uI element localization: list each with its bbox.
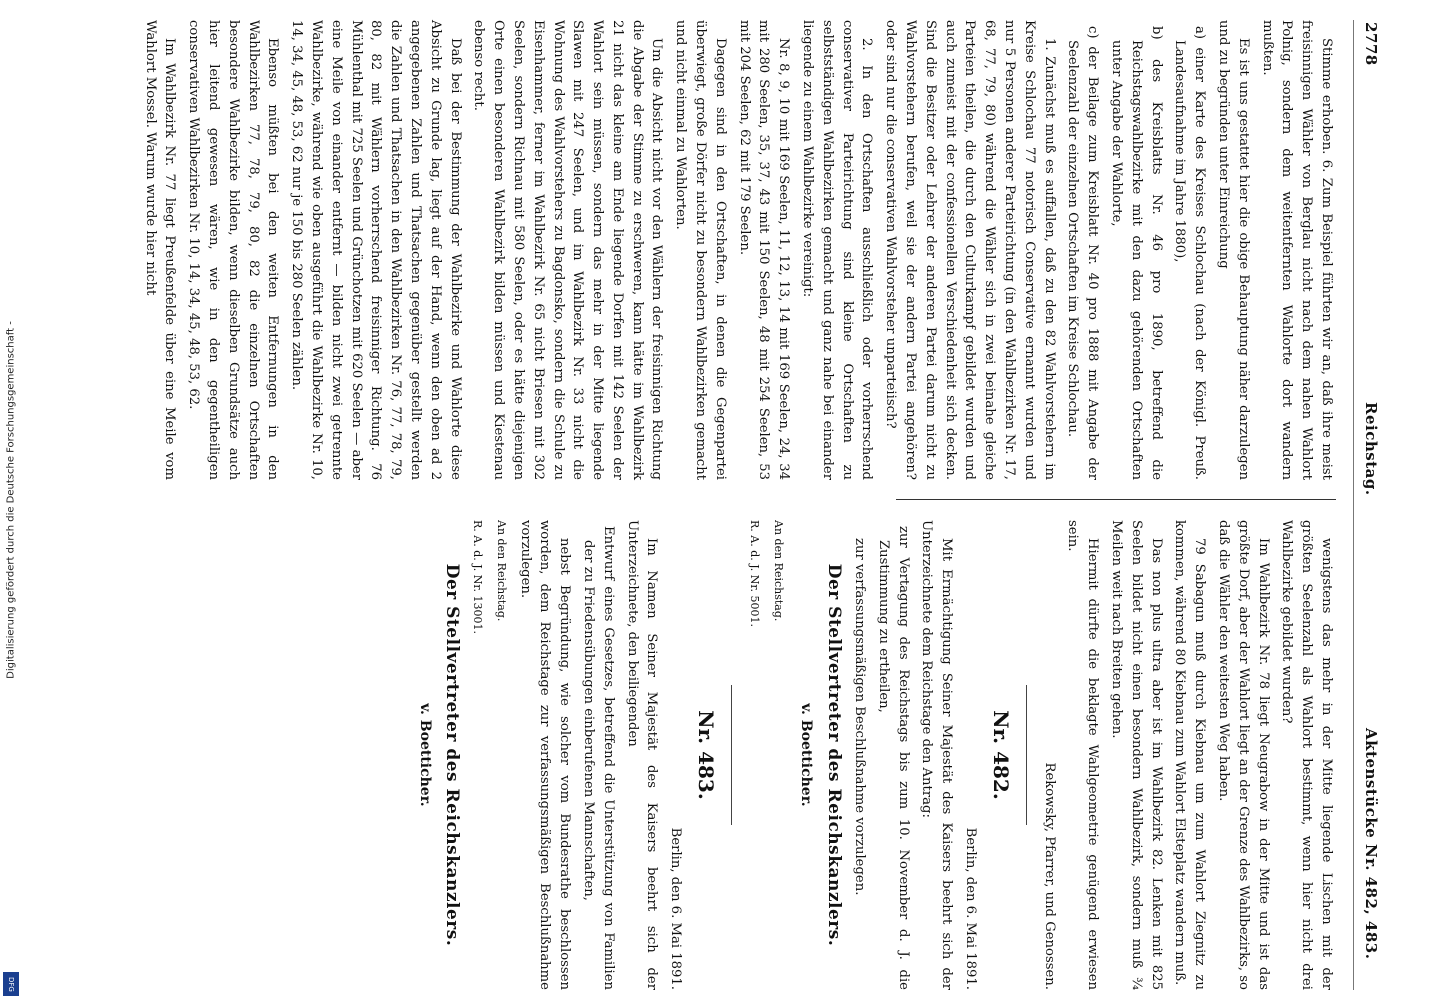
doc-482-date: Berlin, den 6. Mai 1891. [963,827,979,990]
separator [1026,685,1027,825]
paragraph: 79 Sabagun muß durch Kiebnau um zum Wahlort Ziegnitz zu kommen, während 80 Kiebnau zum Wahlort Elsteplatz wandern muß. [1172,520,1208,990]
doc-483-text: Im Namen Seiner Majestät des Kaisers beehrt sich der Unterzeichnete, den beiliegenden [624,520,660,990]
page-title: Reichstag. [1362,402,1380,496]
doc-483-closing: nebst Begründung, wie solcher vom Bundesrathe beschlossen worden, dem Reichstage zur verfassungsmäßigen Beschlußnahme vorzulegen. [517,520,573,990]
list-item: c) der Beilage zum Kreisblatt Nr. 40 pro 1888 mit Angabe der Seelenzahl der einzelnen Ortschaften im Kreise Schlochau. [1065,26,1101,480]
doc-482-text: Mit Ermächtigung Seiner Majestät des Kaisers beehrt sich der Unterzeichnete dem Reichstage den Antrag: [919,520,955,990]
dfg-logo: DFG [3,972,19,996]
list-item: a) einer Karte des Kreises Schlochau (nach der Königl. Preuß. Landesaufnahme im Jahre 1880), [1172,26,1208,480]
doc-482-signature-name: v. Boetticher. [798,703,815,807]
doc-482-number: Nr. 482. [988,710,1013,800]
paragraph: wenigstens das mehr in der Mitte liegende Lischen mit der größten Seelenzahl als Wahlort bestimmt, wenn hier nicht drei Wahlbezirke gebildet wurden? [1279,520,1334,990]
right-column [36,520,1336,990]
doc-482-addressee: An den Reichstag. [771,520,785,622]
doc-482-item: zur Vertagung des Reichstags bis zum 10. November d. J. die Zustimmung zu ertheilen, [875,526,911,990]
list-item: b) des Kreisblatts Nr. 46 pro 1890, betreffend die Reichstagswahlbezirke mit den dazu gehörenden Ortschaften unter Angabe der Wahlorte, [1109,26,1164,480]
paragraph: Hiermit dürfte die beklagte Wahlgeometrie genügend erwiesen sein. [1065,520,1101,990]
paragraph: Im Wahlbezirk Nr. 77 liegt Preußenfelde über eine Meile vom Wahlort Mossel. Warum wurde hier nicht [142,20,178,480]
digitization-credit: Digitalisierung gefördert durch die Deutsche Forschungsgemeinschaft - [5,321,17,679]
document-reference: Aktenstücke Nr. 482, 483. [1362,728,1380,960]
paragraph: 2. In den Ortschaften ausschließlich oder vorherrschend conservativer Parteirichtung sind kleine Ortschaften zu selbstständigen Wahlbezirken gemacht und ganz nahe bei einander liegende zu einem Wahlbezirke vereinigt: [800,20,875,480]
page-number: 2778 [1362,22,1380,66]
paragraph: Dagegen sind in den Ortschaften, in denen die Gegenpartei überwiegt, große Dörfer nicht zu besondern Wahlbezirken gemacht und nicht einmal zu Wahlorten. [673,20,728,480]
doc-483-item: Entwurf eines Gesetzes, betreffend die Unterstützung von Familien der zu Friedensübungen einberufenen Mannschaften, [581,526,616,990]
left-column [36,20,1336,480]
rotated-page [16,0,1406,1000]
doc-483-number: Nr. 483. [694,710,719,800]
paragraph: Das non plus ultra aber ist im Wahlbezirk 82. Lenken mit 825 Seelen bildet nicht einen besondern Wahlbezirk, sondern muß ¾ Meilen weit nach Breiten gehen. [1109,520,1164,990]
column-divider [896,499,1336,500]
signatories: Rekowsky, Pfarrer, und Genossen. [1041,762,1057,990]
paragraph: Um die Absicht nicht vor den Wählern der freisinnigen Richtung die Abgabe der Stimme zu erschweren, kann hätte im Wahlbezirk 21 nicht das kleine am Ende liegende Dorfen mit 142 Seelen der Wahlort sein müssen, sondern das mehr in der Mitte liegende Slawen mit 247 Seelen, und im Wahlbezirk Nr. 33 nicht die Wohnung des Wahlvorstehers zu Bagdonsko, sondern die Schule zu Eisenhammer, ferner im Wahlbezirk Nr. 65 nicht Briesen mit 302 Seelen, sondern Richnau mit 580 Seelen, oder es hätte diejenigen Orte einen besonderen Wahlbezirk bilden müssen und Kiestenau ebenso recht. [471,20,665,480]
doc-483-signature-title: Der Stellvertreter des Reichskanzlers. [442,563,463,947]
doc-483-date: Berlin, den 6. Mai 1891. [668,827,684,990]
doc-483-addressee: An den Reichstag. [494,520,508,622]
paragraph: Ebenso müßten bei den weiten Entfernungen in den Wahlbezirken 77, 78, 79, 80, 82 die einzelnen Ortschaften besondere Wahlbezirke bilden, wenn dieselben Grundsätze auch hier leitend gewesen wären, wie in den gegentheiligen conservativen Wahlbezirken Nr. 10, 14, 34, 45, 48, 53, 62. [186,20,281,480]
doc-482-closing: zur verfassungsmäßigen Beschlußnahme vorzulegen. [852,538,868,896]
paragraph: Es ist uns gestattet hier die obige Behauptung näher darzulegen und zu begründen unter Einreichung [1216,20,1251,480]
doc-483-ref: R. A. d. J. Nr. 13001. [471,520,485,634]
header-rule [1353,20,1354,990]
paragraph: 1. Zunächst muß es auffallen, daß zu den 82 Wahlvorstehern im Kreise Schlochau 77 notorisch Conservative ernannt wurden und nur 5 Personen anderer Parteirichtung (in den Wahlbezirken Nr. 17, 68, 77, 79, 80) während die Wähler sich in zwei beinahe gleiche Parteien theilen, die durch den Culturkampf gebildet wurden und auch zumeist mit der confessionellen Verschiedenheit sich decken. Sind die Besitzer oder Lehrer der anderen Partei darum nicht zu Wahlvorstehern berufen, weil sie der andern Partei angehören? oder sind nur die conservativen Wahlvorsteher unparteiisch? [883,20,1057,480]
doc-483-signature-name: v. Boetticher. [416,703,433,807]
doc-482-signature-title: Der Stellvertreter des Reichskanzlers. [824,563,845,947]
paragraph: Stimme erhoben. 6. Zum Beispiel führten wir an, daß ihre meist freisinnigen Wähler von Berglau nicht nach dem nahen Wahlort Polnig, sondern dem weitentfernten Wahlorte dort wandern mußten. [1259,20,1334,480]
separator [731,685,732,825]
doc-482-ref: R. A. d. J. Nr. 5001. [747,520,761,627]
paragraph: Im Wahlbezirk Nr. 78 liegt Neugrabow in der Mitte und ist das größte Dorf, aber der Wahlort liegt an der Grenze des Wahlbezirks, so daß die Wähler den weitesten Weg haben. [1216,520,1271,990]
paragraph: Nr. 8, 9, 10 mit 169 Seelen, 11, 12, 13, 14 mit 169 Seelen, 24, 34 mit 280 Seelen, 35, 37, 43 mit 150 Seelen, 48 mit 254 Seelen, 53 mit 204 Seelen, 62 mit 179 Seelen. [736,20,792,480]
paragraph: Daß bei der Bestimmung der Wahlbezirke und Wahlorte diese Absicht zu Grunde lag, liegt auf der Hand, wenn den oben ad 2 angegebenen Zahlen und Thatsachen gegenüber gestellt werden die Zahlen und Thatsachen in den Wahlbezirken Nr. 76, 77, 78, 79, 80, 82 mit Wählern vorherrschend freisinniger Richtung. 76 Mühlenthal mit 725 Seelen und Grünchotzen mit 620 Seelen — aber eine Meile von einander entfernt — bilden nicht zwei getrennte Wahlbezirke, während wie oben ausgeführt die Wahlbezirke Nr. 10, 14, 34, 45, 48, 53, 62 nur je 150 bis 280 Seelen zählen. [289,20,463,480]
